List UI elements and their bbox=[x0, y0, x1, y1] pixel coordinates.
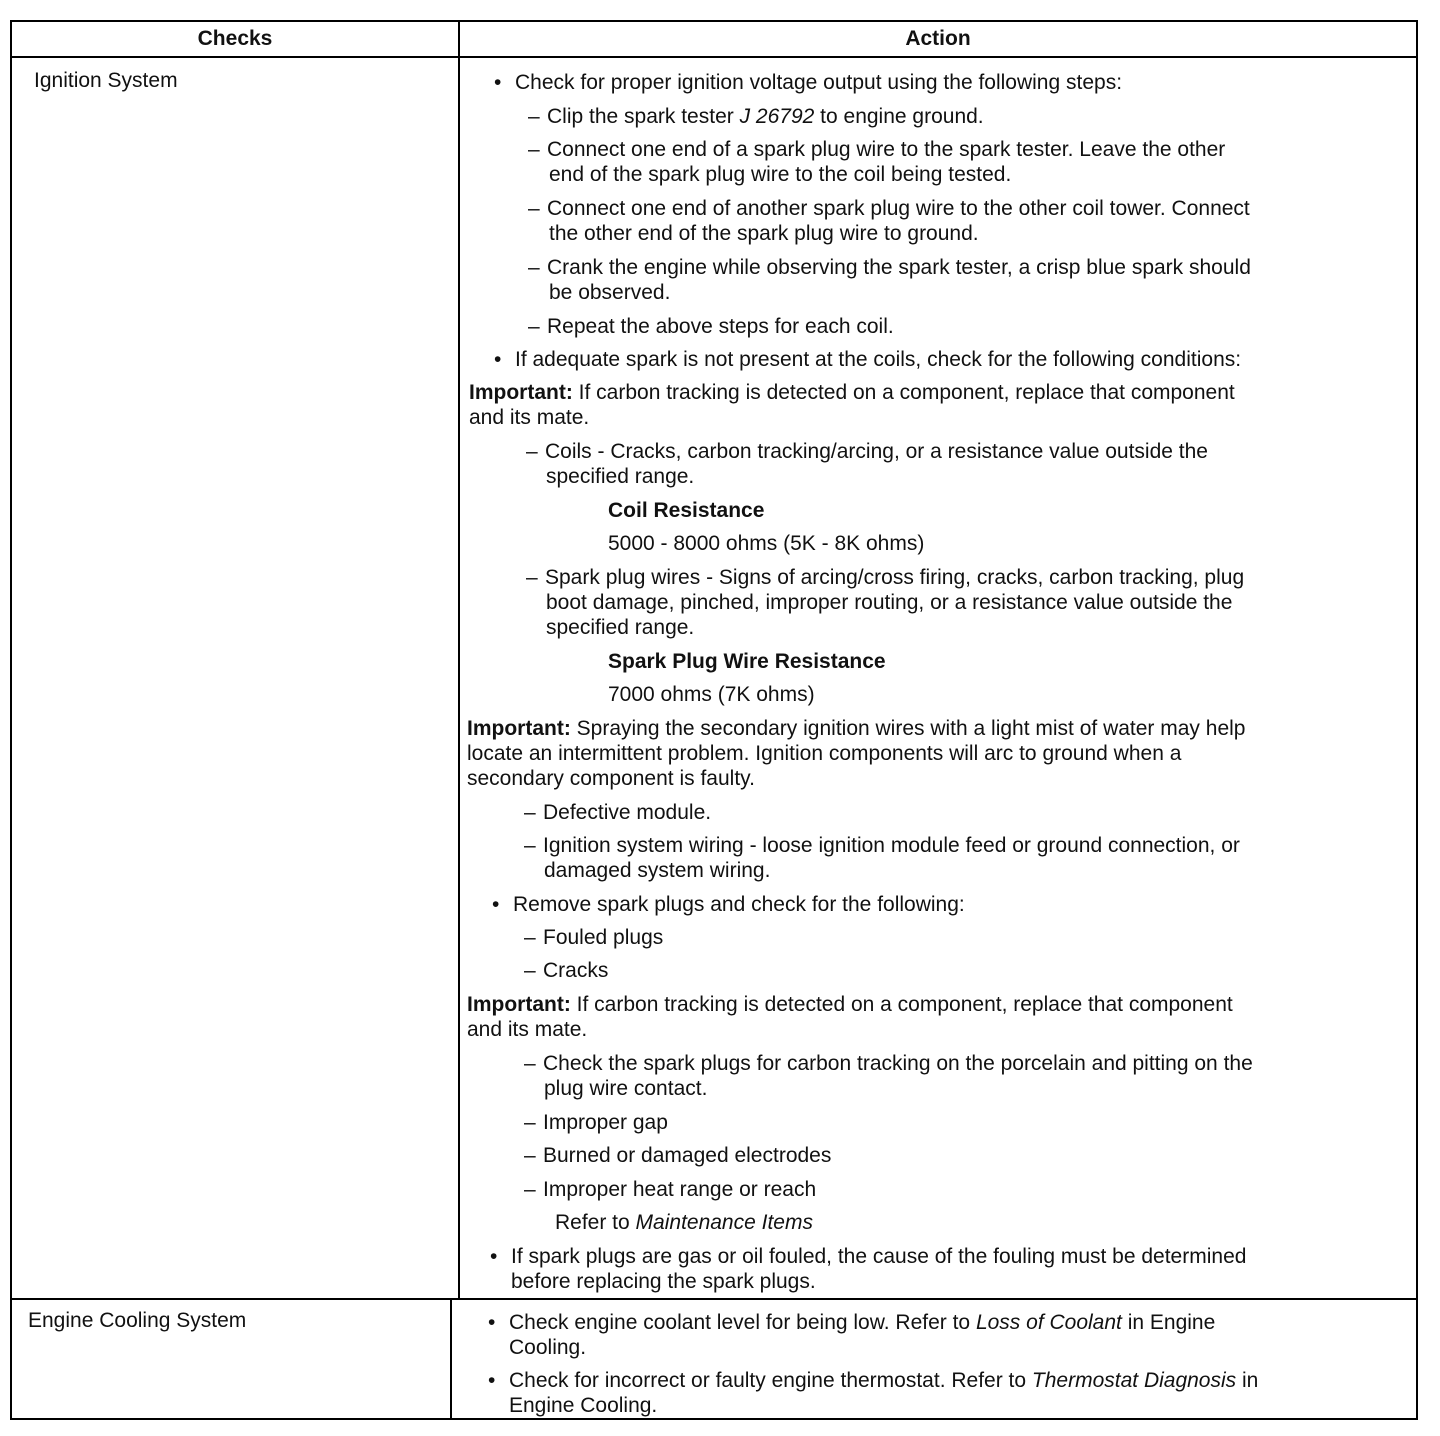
action-line: Cooling. bbox=[509, 1336, 587, 1359]
action-line: Improper gap bbox=[543, 1111, 668, 1134]
bullet-icon: • bbox=[490, 1245, 498, 1268]
action-line: Check for proper ignition voltage output using the following steps: bbox=[515, 71, 1123, 94]
bullet-icon: • bbox=[488, 1369, 496, 1392]
action-line: specified range. bbox=[546, 465, 695, 488]
action-line: Crank the engine while observing the spark tester, a crisp blue spark should bbox=[547, 256, 1251, 279]
dash-icon: – bbox=[528, 105, 540, 128]
bullet-icon: • bbox=[494, 71, 502, 94]
action-line: and its mate. bbox=[467, 1018, 588, 1041]
action-line: Check for incorrect or faulty engine thermostat. Refer to Thermostat Diagnosis in bbox=[509, 1369, 1259, 1392]
action-line: Ignition system wiring - loose ignition module feed or ground connection, or bbox=[543, 834, 1240, 857]
action-line: Remove spark plugs and check for the following: bbox=[513, 893, 965, 916]
spec-title: Coil Resistance bbox=[608, 499, 765, 522]
column-divider-bottom bbox=[450, 1298, 452, 1418]
action-line: Repeat the above steps for each coil. bbox=[547, 315, 894, 338]
action-line: Connect one end of another spark plug wire to the other coil tower. Connect bbox=[547, 197, 1250, 220]
spec-value: 5000 - 8000 ohms (5K - 8K ohms) bbox=[608, 532, 925, 555]
dash-icon: – bbox=[524, 1111, 536, 1134]
action-line: plug wire contact. bbox=[544, 1077, 708, 1100]
bullet-icon: • bbox=[494, 348, 502, 371]
action-line: Burned or damaged electrodes bbox=[543, 1144, 832, 1167]
spec-value: 7000 ohms (7K ohms) bbox=[608, 683, 815, 706]
header-action: Action bbox=[460, 22, 1416, 58]
dash-icon: – bbox=[528, 197, 540, 220]
action-line: specified range. bbox=[546, 616, 695, 639]
action-line: Coils - Cracks, carbon tracking/arcing, or a resistance value outside the bbox=[545, 440, 1208, 463]
dash-icon: – bbox=[524, 926, 536, 949]
dash-icon: – bbox=[528, 138, 540, 161]
dash-icon: – bbox=[524, 1144, 536, 1167]
reference-line: Refer to Maintenance Items bbox=[555, 1211, 813, 1234]
dash-icon: – bbox=[524, 1052, 536, 1075]
dash-icon: – bbox=[526, 440, 538, 463]
important-note: Important: Spraying the secondary ignition wires with a light mist of water may help bbox=[467, 717, 1246, 740]
action-line: before replacing the spark plugs. bbox=[511, 1270, 816, 1293]
action-line: secondary component is faulty. bbox=[467, 767, 755, 790]
spec-title: Spark Plug Wire Resistance bbox=[608, 650, 886, 673]
action-line: damaged system wiring. bbox=[544, 859, 771, 882]
dash-icon: – bbox=[528, 315, 540, 338]
action-line: Cracks bbox=[543, 959, 609, 982]
check-ignition-system: Ignition System bbox=[34, 69, 178, 92]
action-line: Check engine coolant level for being low. Refer to Loss of Coolant in Engine bbox=[509, 1311, 1216, 1334]
important-note: Important: If carbon tracking is detected on a component, replace that component bbox=[467, 993, 1233, 1016]
action-line: boot damage, pinched, improper routing, or a resistance value outside the bbox=[546, 591, 1233, 614]
dash-icon: – bbox=[524, 1178, 536, 1201]
action-line: Clip the spark tester J 26792 to engine ground. bbox=[547, 105, 984, 128]
action-line: If spark plugs are gas or oil fouled, the cause of the fouling must be determined bbox=[511, 1245, 1247, 1268]
action-line: Defective module. bbox=[543, 801, 712, 824]
important-note: Important: If carbon tracking is detected on a component, replace that component bbox=[469, 381, 1235, 404]
action-line: end of the spark plug wire to the coil being tested. bbox=[549, 163, 1012, 186]
action-line: Engine Cooling. bbox=[509, 1394, 658, 1417]
action-line: the other end of the spark plug wire to ground. bbox=[549, 222, 979, 245]
action-line: If adequate spark is not present at the coils, check for the following conditions: bbox=[515, 348, 1242, 371]
column-divider-top bbox=[458, 22, 460, 1300]
dash-icon: – bbox=[524, 834, 536, 857]
dash-icon: – bbox=[526, 566, 538, 589]
check-engine-cooling-system: Engine Cooling System bbox=[28, 1309, 247, 1332]
action-line: Connect one end of a spark plug wire to the spark tester. Leave the other bbox=[547, 138, 1226, 161]
action-line: Improper heat range or reach bbox=[543, 1178, 817, 1201]
bullet-icon: • bbox=[488, 1311, 496, 1334]
action-line: Spark plug wires - Signs of arcing/cross firing, cracks, carbon tracking, plug bbox=[545, 566, 1245, 589]
dash-icon: – bbox=[524, 801, 536, 824]
action-line: locate an intermittent problem. Ignition components will arc to ground when a bbox=[467, 742, 1182, 765]
action-line: Check the spark plugs for carbon tracking on the porcelain and pitting on the bbox=[543, 1052, 1253, 1075]
action-line: and its mate. bbox=[469, 406, 590, 429]
action-line: be observed. bbox=[549, 281, 671, 304]
bullet-icon: • bbox=[492, 893, 500, 916]
checks-action-table bbox=[10, 20, 1418, 1420]
dash-icon: – bbox=[528, 256, 540, 279]
dash-icon: – bbox=[524, 959, 536, 982]
action-line: Fouled plugs bbox=[543, 926, 664, 949]
header-checks: Checks bbox=[12, 22, 458, 58]
row-divider bbox=[12, 1298, 1416, 1300]
